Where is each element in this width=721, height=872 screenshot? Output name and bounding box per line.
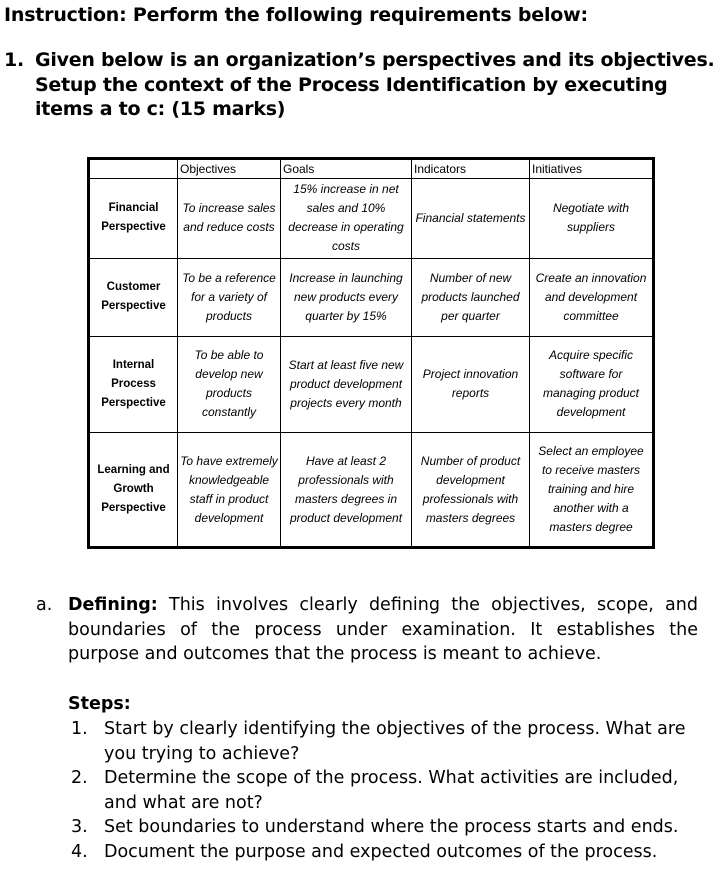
step-text: Set boundaries to understand where the process starts and ends. bbox=[104, 817, 679, 837]
header-cell: Goals bbox=[281, 159, 412, 179]
indicator-cell: Number of product development professionals with masters degrees bbox=[412, 433, 530, 548]
table-row bbox=[89, 179, 654, 258]
list-item bbox=[68, 766, 708, 815]
header-cell: Objectives bbox=[178, 159, 281, 179]
step-text: Determine the scope of the process. What activities are included, and what are not? bbox=[104, 768, 679, 813]
initiative-cell: Select an employee to receive masters training and hire another with a masters degree bbox=[530, 433, 654, 548]
instruction-heading: Instruction: Perform the following requirements below: bbox=[4, 4, 588, 26]
step-text: Start by clearly identifying the objectives of the process. What are you trying to achieve? bbox=[104, 719, 686, 764]
perspective-cell: Financial Perspective bbox=[89, 179, 178, 258]
section-a-term: Defining: bbox=[68, 595, 158, 615]
step-number: 2. bbox=[71, 768, 88, 788]
indicator-cell: Project innovation reports bbox=[412, 336, 530, 432]
step-number: 4. bbox=[71, 841, 88, 862]
section-a-label: a. bbox=[36, 595, 53, 615]
objective-cell: To have extremely knowledgeable staff in product development bbox=[178, 433, 281, 548]
question-number: 1. bbox=[4, 49, 24, 71]
perspective-cell: Learning and Growth Perspective bbox=[89, 433, 178, 548]
step-number: 1. bbox=[71, 719, 88, 739]
table-row bbox=[89, 336, 654, 432]
perspective-cell: Customer Perspective bbox=[89, 258, 178, 336]
indicator-cell: Financial statements bbox=[412, 179, 530, 258]
goal-cell: 15% increase in net sales and 10% decrease in operating costs bbox=[281, 179, 412, 258]
table-row bbox=[89, 258, 654, 336]
objective-cell: To be able to develop new products constantly bbox=[178, 336, 281, 432]
step-number: 3. bbox=[71, 817, 88, 837]
header-cell bbox=[89, 159, 178, 179]
objective-cell: To increase sales and reduce costs bbox=[178, 179, 281, 258]
table-header-row bbox=[89, 159, 654, 179]
table-row bbox=[89, 433, 654, 548]
initiative-cell: Create an innovation and development committee bbox=[530, 258, 654, 336]
header-cell: Initiatives bbox=[530, 159, 654, 179]
question-text: Given below is an organization’s perspectives and its objectives. Setup the context of the Process Identification by executing items a to c: (15 marks) bbox=[35, 49, 715, 120]
step-text: Document the purpose and expected outcomes of the process. bbox=[104, 841, 658, 862]
objective-cell: To be a reference for a variety of products bbox=[178, 258, 281, 336]
steps-list bbox=[68, 717, 708, 864]
list-item bbox=[68, 840, 708, 865]
list-item bbox=[68, 717, 708, 766]
section-a-body bbox=[68, 593, 698, 667]
indicator-cell: Number of new products launched per quarter bbox=[412, 258, 530, 336]
goal-cell: Increase in launching new products every quarter by 15% bbox=[281, 258, 412, 336]
steps-title: Steps: bbox=[68, 694, 131, 714]
perspectives-table bbox=[87, 157, 655, 549]
section-a-text: This involves clearly defining the objectives, scope, and boundaries of the process under examination. It establishes the purpose and outcomes that the process is meant to achieve. bbox=[68, 595, 698, 664]
list-item bbox=[68, 815, 708, 840]
initiative-cell: Acquire specific software for managing product development bbox=[530, 336, 654, 432]
perspective-cell: Internal Process Perspective bbox=[89, 336, 178, 432]
initiative-cell: Negotiate with suppliers bbox=[530, 179, 654, 258]
goal-cell: Start at least five new product development projects every month bbox=[281, 336, 412, 432]
header-cell: Indicators bbox=[412, 159, 530, 179]
goal-cell: Have at least 2 professionals with masters degrees in product development bbox=[281, 433, 412, 548]
